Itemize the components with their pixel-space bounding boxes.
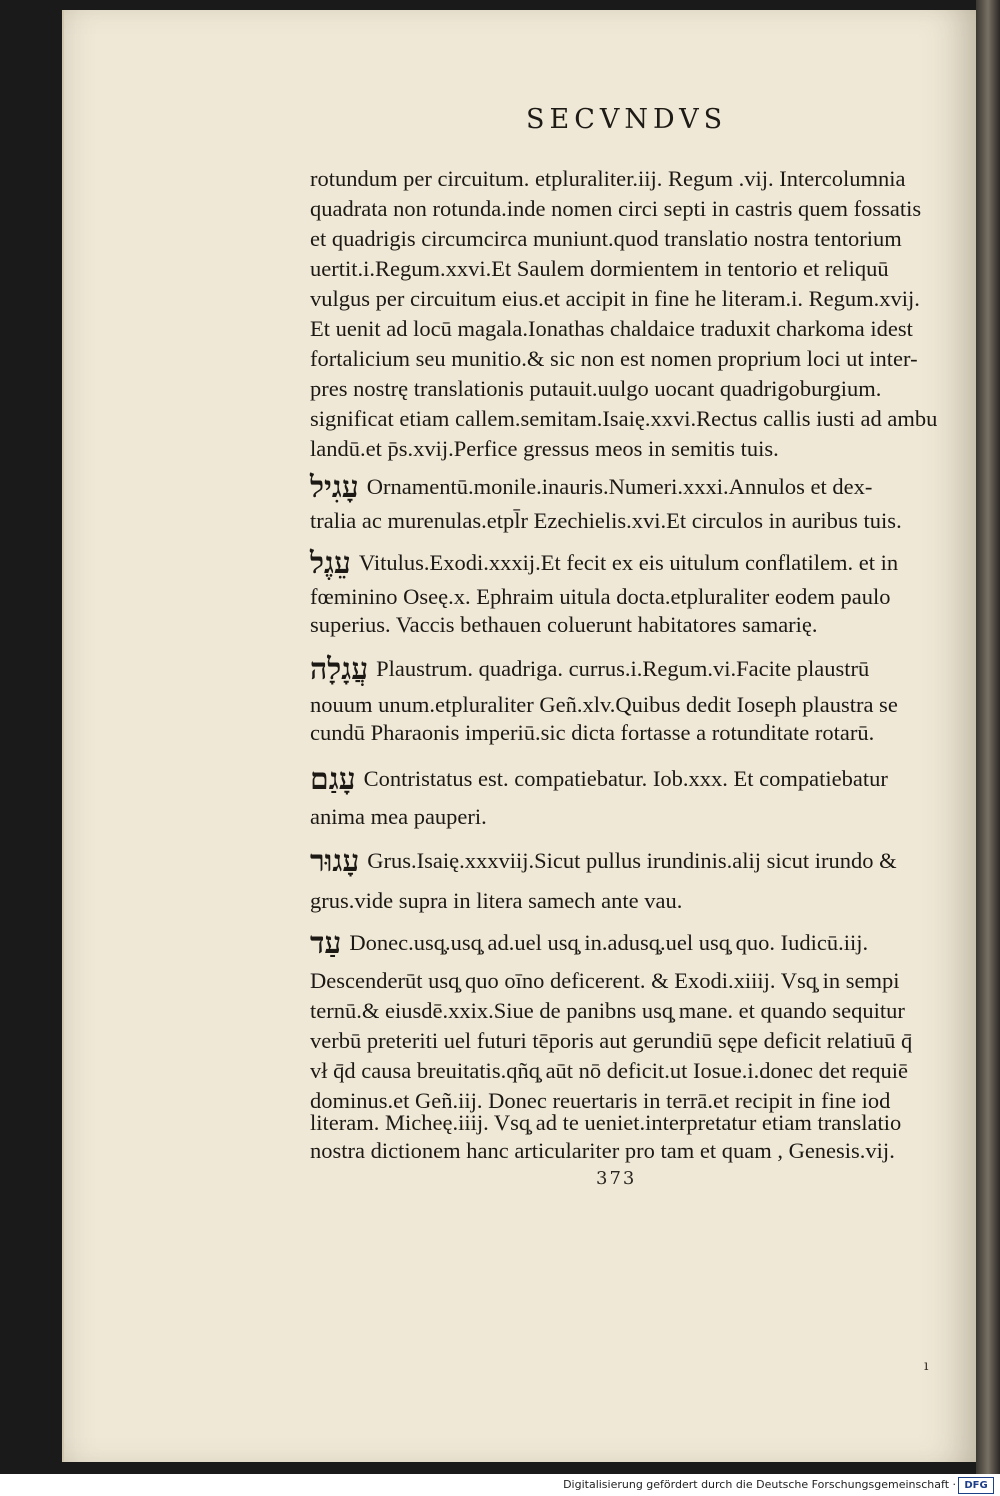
text-line: pres nostrę translationis putauit.uulgo uocant quadrigoburgium. <box>310 376 882 401</box>
entry-line: Contristatus est. compatiebatur. Iob.xxx. Et compatiebatur <box>363 766 888 791</box>
text-line: fortalicium seu munitio.& sic non est nomen proprium loci ut inter- <box>310 346 918 371</box>
text-line: et quadrigis circumcirca muniunt.quod translatio nostra tentorium <box>310 226 902 251</box>
dictionary-entry <box>310 652 869 687</box>
entry-line: Plaustrum. quadriga. currus.i.Regum.vi.Facite plaustrū <box>376 656 870 681</box>
hebrew-headword: עַד <box>310 926 342 961</box>
entry-line: nostra dictionem hanc articulariter pro tam et quam , Genesis.vij. <box>310 1138 895 1163</box>
entry-line: Grus.Isaię.xxxviij.Sicut pullus irundinis.alij sicut irundo & <box>367 848 897 873</box>
dictionary-entry <box>310 926 868 961</box>
funding-credit: Digitalisierung gefördert durch die Deutsche Forschungsgemeinschaft · <box>563 1478 956 1491</box>
dictionary-entry <box>310 546 898 581</box>
entry-line: literam. Micheę.iiij. Vsq̧ ad te ueniet.interpretatur etiam translatio <box>310 1110 902 1135</box>
dictionary-entry <box>310 762 888 797</box>
entry-line: Vitulus.Exodi.xxxij.Et fecit ex eis uitulum conflatilem. et in <box>358 550 899 575</box>
text-line: Et uenit ad locū magala.Ionathas chaldaice traduxit charkoma idest <box>310 316 913 341</box>
entry-line: cundū Pharaonis imperiū.sic dicta fortasse a rotunditate rotarū. <box>310 720 875 745</box>
dictionary-entry <box>310 470 872 505</box>
entry-line: nouum unum.etpluraliter Geñ.xlv.Quibus dedit Ioseph plaustra se <box>310 692 898 717</box>
entry-line: Ornamentū.monile.inauris.Numeri.xxxi.Annulos et dex- <box>366 474 873 499</box>
entry-line: dominus.et Geñ.iij. Donec reuertaris in terrā.et recipit in fine iod <box>310 1088 891 1113</box>
entry-line: anima mea pauperi. <box>310 804 487 829</box>
entry-line: grus.vide supra in litera samech ante vau. <box>310 888 683 913</box>
entry-line: ternū.& eiusdē.xxix.Siue de panibns usq̧ mane. et quando sequitur <box>310 998 905 1023</box>
hebrew-headword: עָגוּר <box>310 844 360 879</box>
text-line: significat etiam callem.semitam.Isaię.xxvi.Rectus callis iusti ad ambu <box>310 406 938 431</box>
text-line: landū.et p̄s.xvij.Perfice gressus meos in semitis tuis. <box>310 436 779 461</box>
text-line: rotundum per circuitum. etpluraliter.iij. Regum .vij. Intercolumnia <box>310 166 906 191</box>
footer-bar <box>0 1474 1000 1496</box>
text-line: uertit.i.Regum.xxvi.Et Saulem dormientem in tentorio et reliquū <box>310 256 889 281</box>
dictionary-entry <box>310 844 897 879</box>
text-line: quadrata non rotunda.inde nomen circi septi in castris quem fossatis <box>310 196 922 221</box>
hebrew-headword: עָגִיל <box>310 470 359 505</box>
hebrew-headword: עֵגֶל <box>310 546 351 581</box>
dfg-logo: DFG <box>958 1477 994 1494</box>
running-title: SECVNDVS <box>526 104 728 135</box>
hebrew-headword: עָגַם <box>310 762 356 797</box>
margin-mark: ı <box>924 1358 929 1374</box>
entry-line: verbū preteriti uel futuri tēporis aut gerundiū sępe deficit relatiuū q̄ <box>310 1028 913 1053</box>
entry-line: tralia ac murenulas.etpl̄r Ezechielis.xvi.Et circulos in auribus tuis. <box>310 508 902 533</box>
page-number: 373 <box>596 1168 637 1189</box>
entry-line: fœminino Oseę.x. Ephraim uitula docta.etpluraliter eodem paulo <box>310 584 891 609</box>
book-spine <box>976 0 1000 1474</box>
hebrew-headword: עֲגָלָה <box>310 652 369 687</box>
entry-line: vł q̄d causa breuitatis.qñq̧ aūt nō deficit.ut Iosue.i.donec det requiē <box>310 1058 908 1083</box>
entry-line: Descenderūt usq̧ quo oīno deficerent. & Exodi.xiiij. Vsq̧ in sempi <box>310 968 900 993</box>
text-line: vulgus per circuitum eius.et accipit in fine he literam.i. Regum.xvij. <box>310 286 920 311</box>
entry-line: Donec.usq̧.usq̧ ad.uel usq̧ in.adusq̧.uel usq̧ quo. Iudicū.iij. <box>349 930 869 955</box>
entry-line: superius. Vaccis bethauen coluerunt habitatores samarię. <box>310 612 818 637</box>
